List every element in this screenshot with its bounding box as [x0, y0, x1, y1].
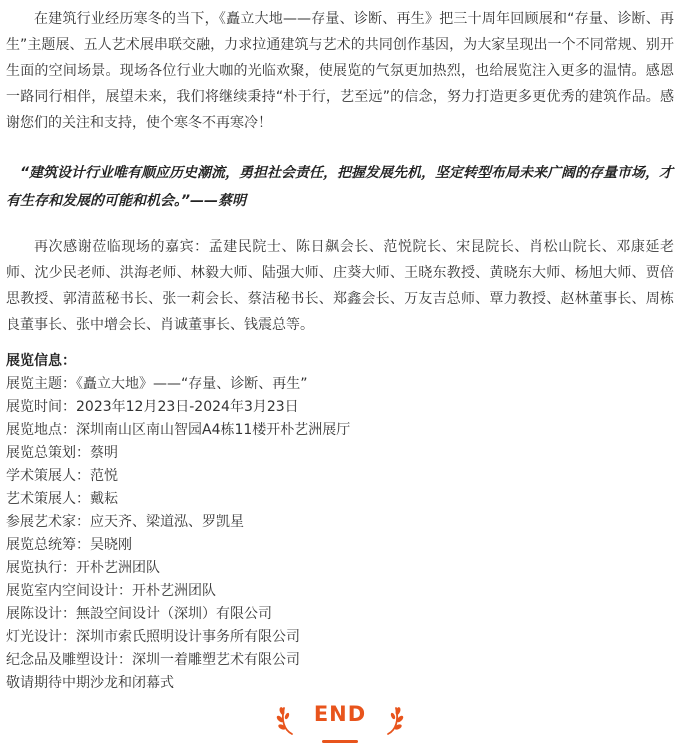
end-label: END [313, 702, 367, 726]
info-item-time: 展览时间：2023年12月23日-2024年3月23日 [6, 399, 299, 415]
laurel-right-icon [382, 702, 404, 736]
info-item-lighting-design: 灯光设计：深圳市索氏照明设计事务所有限公司 [6, 629, 300, 645]
info-item-upcoming: 敬请期待中期沙龙和闭幕式 [6, 675, 174, 691]
info-item-artists: 参展艺术家：应天齐、梁道泓、罗凯星 [6, 514, 244, 530]
info-item-souvenir-design: 纪念品及雕塑设计：深圳一着雕塑艺术有限公司 [6, 652, 300, 668]
info-item-academic-curator: 学术策展人：范悦 [6, 468, 118, 484]
info-item-art-curator: 艺术策展人：戴耘 [6, 491, 118, 507]
exhibition-info-list [6, 373, 350, 695]
info-item-location: 展览地点：深圳南山区南山智园A4栋11楼开朴艺洲展厅 [6, 422, 351, 438]
info-item-chief-planner: 展览总策划：蔡明 [6, 445, 118, 461]
info-item-display-design: 展陈设计：無設空间设计（深圳）有限公司 [6, 606, 272, 622]
info-item-theme: 展览主题：《矗立大地》——“存量、诊断、再生” [6, 376, 308, 392]
quote-paragraph: “建筑设计行业唯有顺应历史潮流，勇担社会责任，把握发展先机，坚定转型布局未来广阔的存量市场，才有生存和发展的可能和机会。”——蔡明 [6, 165, 674, 209]
info-item-coordinator: 展览总统筹：吴晓刚 [6, 537, 132, 553]
info-item-interior-design: 展览室内空间设计：开朴艺洲团队 [6, 583, 216, 599]
end-marker [270, 700, 410, 746]
end-underline [322, 740, 358, 743]
thanks-paragraph: 再次感谢莅临现场的嘉宾：孟建民院士、陈日飙会长、范悦院长、宋昆院长、肖松山院长、邓康延老师、沈少民老师、洪海老师、林毅大师、陆强大师、庄葵大师、王晓东教授、黄晓东大师、杨旭大师、贾倍思教授、郭清蓝秘书长、张一莉会长、蔡洁秘书长、郑鑫会长、万友吉总师、覃力教授、赵林董事长、周栋良董事长、张中增会长、肖诚董事长、钱震总等。 [6, 239, 674, 333]
intro-paragraph: 在建筑行业经历寒冬的当下，《矗立大地——存量、诊断、再生》把三十周年回顾展和“存量、诊断、再生”主题展、五人艺术展串联交融，力求拉通建筑与艺术的共同创作基因，为大家呈现出一个不同常规、别开生面的空间场景。现场各位行业大咖的光临欢聚，使展览的气氛更加热烈，也给展览注入更多的温情。感恩一路同行相伴，展望未来，我们将继续秉持“朴于行，艺至远”的信念，努力打造更多更优秀的建筑作品。感谢您们的关注和支持，使个寒冬不再寒冷！ [6, 11, 674, 131]
exhibition-info-heading: 展览信息： [6, 353, 76, 369]
info-item-execution: 展览执行：开朴艺洲团队 [6, 560, 160, 576]
